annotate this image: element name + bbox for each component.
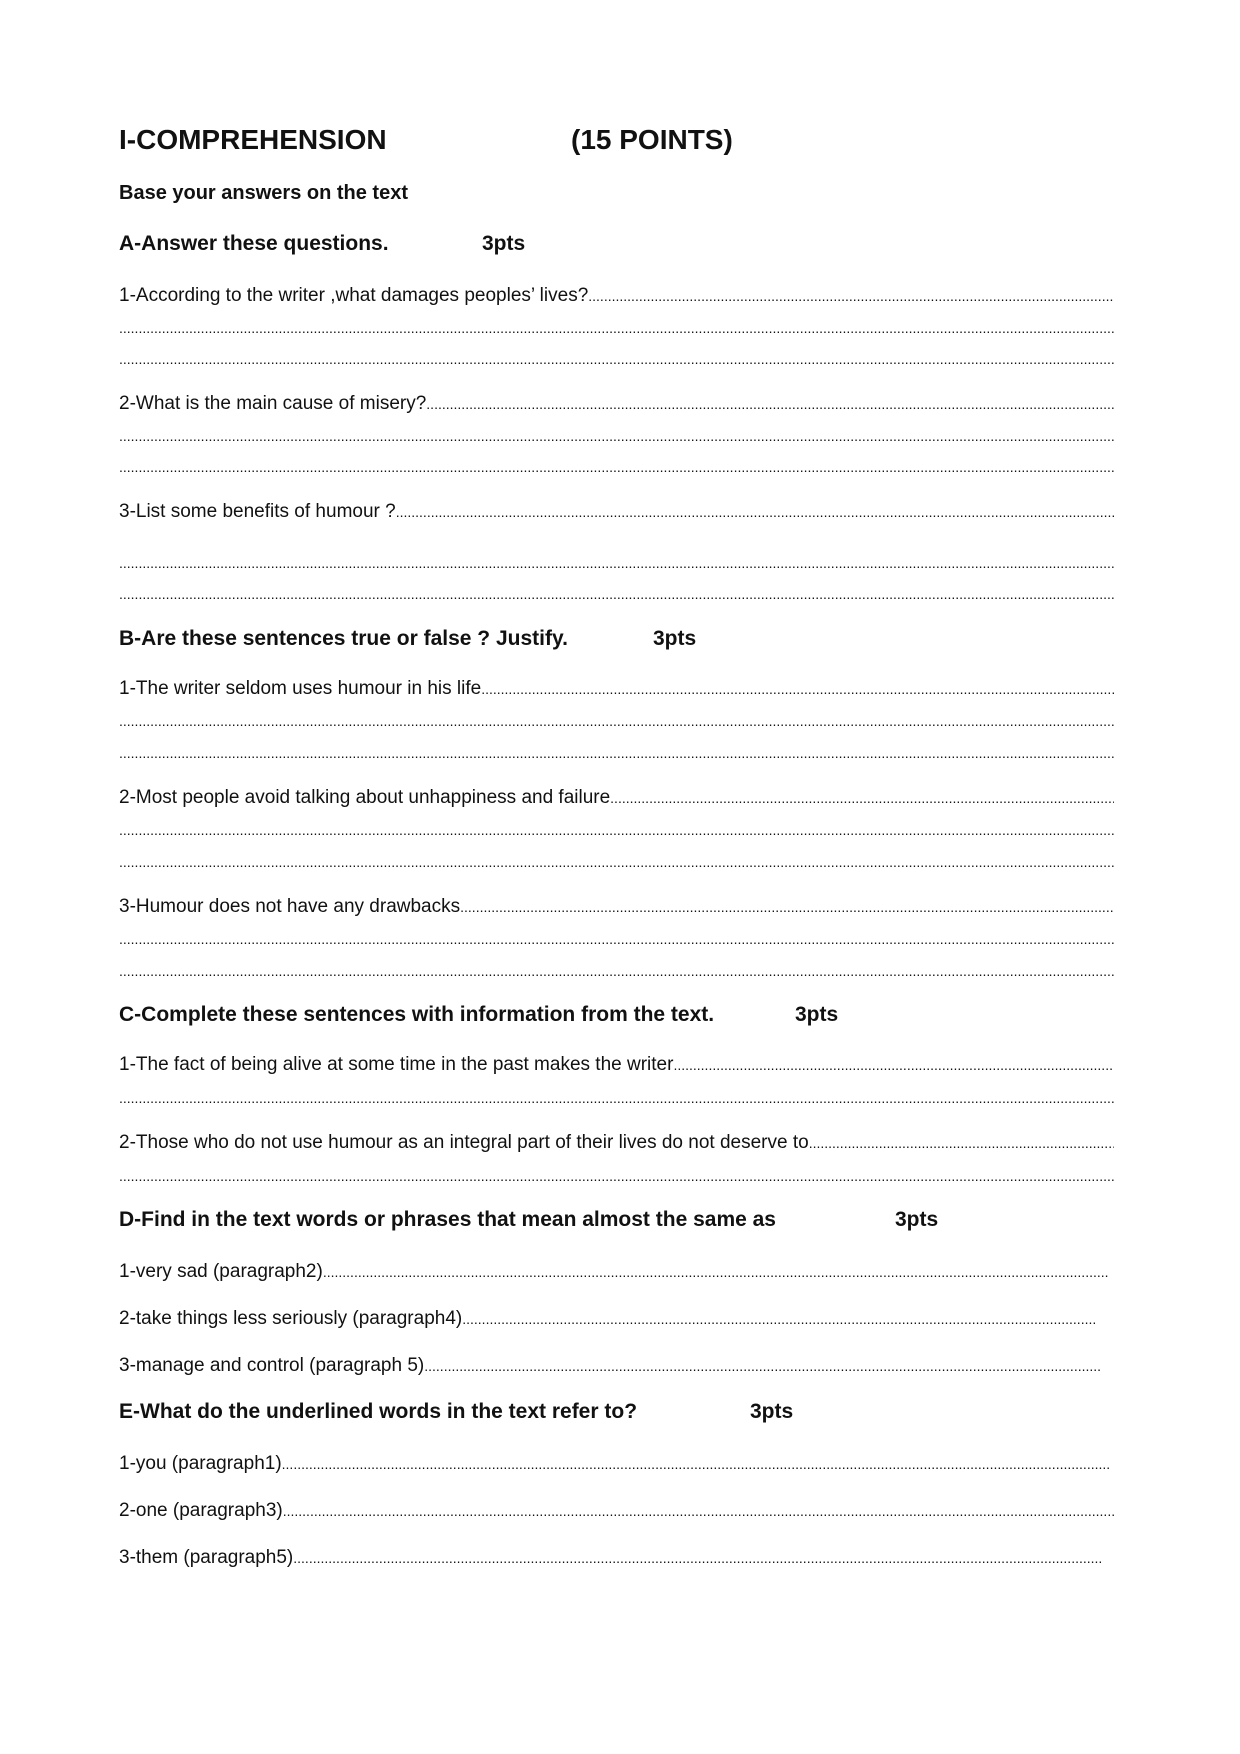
answer-line[interactable] <box>119 852 1114 872</box>
section-d-title: D-Find in the text words or phrases that mean almost the same as <box>119 1208 776 1231</box>
answer-blank[interactable] <box>282 1452 1109 1476</box>
answer-blank[interactable] <box>424 1354 1101 1378</box>
section-d-points: 3pts <box>895 1208 939 1231</box>
answer-blank[interactable] <box>283 1499 1114 1523</box>
answer-blank[interactable] <box>460 895 1114 919</box>
question-e2 <box>119 1499 1114 1523</box>
question-c2 <box>119 1131 1114 1155</box>
section-b-title: B-Are these sentences true or false ? Justify. <box>119 627 568 650</box>
question-c2-text: 2-Those who do not use humour as an integral part of their lives do not deserve to <box>119 1132 809 1153</box>
section-a-heading <box>119 232 526 256</box>
answer-blank[interactable] <box>481 677 1114 701</box>
section-b-heading <box>119 627 697 651</box>
question-e1-text: 1-you (paragraph1) <box>119 1453 282 1474</box>
section-e-title: E-What do the underlined words in the text refer to? <box>119 1400 638 1423</box>
question-a1-text: 1-According to the writer ,what damages peoples’ lives? <box>119 285 589 306</box>
section-e-points: 3pts <box>750 1400 794 1423</box>
question-b2-text: 2-Most people avoid talking about unhappiness and failure <box>119 787 611 808</box>
answer-line[interactable] <box>119 584 1114 604</box>
question-a1 <box>119 284 1114 308</box>
answer-line[interactable] <box>119 349 1114 369</box>
page-title <box>119 124 1119 156</box>
question-d1 <box>119 1260 1109 1284</box>
section-b-points: 3pts <box>653 627 697 650</box>
answer-line[interactable] <box>119 1166 1114 1186</box>
question-b1-text: 1-The writer seldom uses humour in his life <box>119 678 482 699</box>
question-d3-text: 3-manage and control (paragraph 5) <box>119 1355 425 1376</box>
question-b3-text: 3-Humour does not have any drawbacks <box>119 896 461 917</box>
answer-line[interactable] <box>119 711 1114 731</box>
answer-blank[interactable] <box>610 786 1114 810</box>
answer-blank[interactable] <box>426 392 1114 416</box>
answer-line[interactable] <box>119 553 1114 573</box>
section-c-title: C-Complete these sentences with information from the text. <box>119 1003 715 1026</box>
answer-blank[interactable] <box>293 1546 1101 1570</box>
instruction-text: Base your answers on the text <box>119 182 408 204</box>
question-e3 <box>119 1546 1101 1570</box>
question-a3 <box>119 500 1114 524</box>
question-d1-text: 1-very sad (paragraph2) <box>119 1261 323 1282</box>
question-a2 <box>119 392 1114 416</box>
question-d2-text: 2-take things less seriously (paragraph4) <box>119 1308 463 1329</box>
answer-blank[interactable] <box>323 1260 1109 1284</box>
title-section: I-COMPREHENSION <box>119 124 387 155</box>
question-a2-text: 2-What is the main cause of misery? <box>119 393 427 414</box>
answer-line[interactable] <box>119 426 1114 446</box>
question-e3-text: 3-them (paragraph5) <box>119 1547 294 1568</box>
answer-blank[interactable] <box>809 1131 1114 1155</box>
section-d-heading <box>119 1208 939 1232</box>
answer-line[interactable] <box>119 820 1114 840</box>
question-a3-text: 3-List some benefits of humour ? <box>119 501 396 522</box>
question-d3 <box>119 1354 1101 1378</box>
question-c1 <box>119 1053 1114 1077</box>
answer-line[interactable] <box>119 318 1114 338</box>
section-a-title: A-Answer these questions. <box>119 232 389 255</box>
section-e-heading <box>119 1400 794 1424</box>
question-b2 <box>119 786 1114 810</box>
question-d2 <box>119 1307 1097 1331</box>
question-b1 <box>119 677 1114 701</box>
answer-line[interactable] <box>119 961 1114 981</box>
answer-blank[interactable] <box>462 1307 1097 1331</box>
title-points: (15 POINTS) <box>571 124 733 155</box>
answer-blank[interactable] <box>396 500 1114 524</box>
section-a-points: 3pts <box>482 232 526 255</box>
section-c-points: 3pts <box>795 1003 839 1026</box>
answer-line[interactable] <box>119 929 1114 949</box>
question-e1 <box>119 1452 1109 1476</box>
answer-blank[interactable] <box>673 1053 1114 1077</box>
answer-blank[interactable] <box>588 284 1114 308</box>
answer-line[interactable] <box>119 743 1114 763</box>
answer-line[interactable] <box>119 1088 1114 1108</box>
question-e2-text: 2-one (paragraph3) <box>119 1500 283 1521</box>
question-b3 <box>119 895 1114 919</box>
question-c1-text: 1-The fact of being alive at some time in the past makes the writer <box>119 1054 674 1075</box>
section-c-heading <box>119 1003 839 1027</box>
answer-line[interactable] <box>119 457 1114 477</box>
